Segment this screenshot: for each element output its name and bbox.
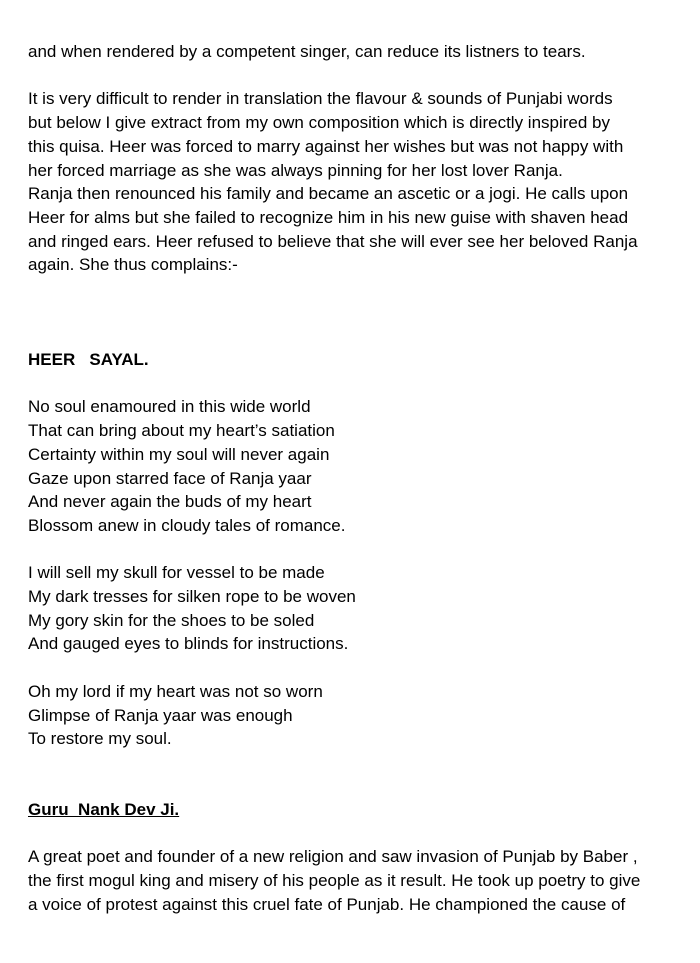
verse-line: To restore my soul. <box>28 729 172 749</box>
paragraph-line: but below I give extract from my own composition which is directly inspired by <box>28 113 611 133</box>
spacer <box>28 656 688 680</box>
verse-line: My dark tresses for silken rope to be woven <box>28 587 356 607</box>
verse-line: And gauged eyes to blinds for instructions. <box>28 634 349 654</box>
paragraph-line: Heer for alms but she failed to recognize him in his new guise with shaven head <box>28 207 629 227</box>
verse-line: My gory skin for the shoes to be soled <box>28 610 315 630</box>
poem-stanza-1 <box>28 395 688 537</box>
paragraph-line: and ringed ears. Heer refused to believe that she will ever see her beloved Ranja <box>28 231 638 251</box>
verse-line: Gaze upon starred face of Ranja yaar <box>28 468 312 488</box>
verse-line: And never again the buds of my heart <box>28 492 312 512</box>
spacer <box>28 277 688 348</box>
poem-stanza-3 <box>28 680 688 751</box>
spacer <box>28 64 688 88</box>
spacer <box>28 822 688 846</box>
paragraph-line: her forced marriage as she was always pinning for her lost lover Ranja. <box>28 160 563 180</box>
intro-line: and when rendered by a competent singer, can reduce its listners to tears. <box>28 42 586 61</box>
verse-line: Oh my lord if my heart was not so worn <box>28 681 323 701</box>
paragraph-guru-nanak <box>28 845 688 916</box>
paragraph-line: Ranja then renounced his family and became an ascetic or a jogi. He calls upon <box>28 184 629 204</box>
paragraph-line: It is very difficult to render in translation the flavour & sounds of Punjabi words <box>28 89 613 109</box>
paragraph-line: again. She thus complains:- <box>28 255 238 275</box>
spacer <box>28 751 688 798</box>
document-page <box>28 40 688 916</box>
paragraph-line: a voice of protest against this cruel fate of Punjab. He championed the cause of <box>28 894 626 914</box>
section-heading-guru-nanak: Guru Nank Dev Ji. <box>28 799 180 819</box>
spacer <box>28 538 688 562</box>
spacer <box>28 372 688 396</box>
paragraph-line: A great poet and founder of a new religion and saw invasion of Punjab by Baber , <box>28 847 638 867</box>
paragraph-line: this quisa. Heer was forced to marry against her wishes but was not happy with <box>28 136 624 156</box>
verse-line: I will sell my skull for vessel to be made <box>28 563 325 583</box>
poem-title: HEER SAYAL. <box>28 350 149 370</box>
verse-line: That can bring about my heart’s satiation <box>28 421 335 441</box>
verse-line: Certainty within my soul will never again <box>28 444 330 464</box>
poem-stanza-2 <box>28 561 688 656</box>
paragraph-line: the first mogul king and misery of his people as it result. He took up poetry to give <box>28 871 641 891</box>
paragraph-translation-intro <box>28 87 688 277</box>
verse-line: Glimpse of Ranja yaar was enough <box>28 705 293 725</box>
verse-line: No soul enamoured in this wide world <box>28 397 311 417</box>
verse-line: Blossom anew in cloudy tales of romance. <box>28 515 346 535</box>
